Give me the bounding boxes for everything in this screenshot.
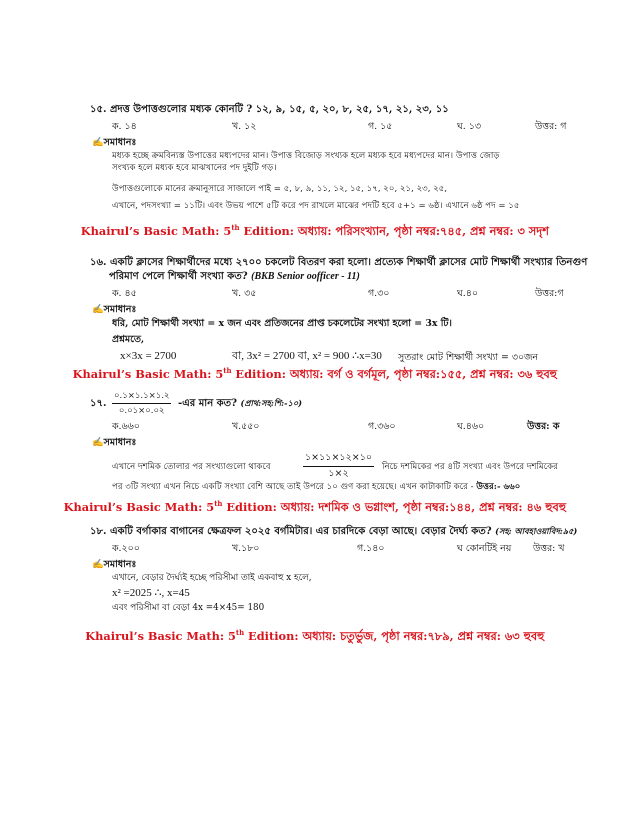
q17-source: (প্রাথ:সহ:শি:-১০) [240,398,303,408]
q17-answer: উত্তর: ক [527,421,560,432]
reference-detail: Edition: অধ্যায়: দশমিক ও ভগ্নাংশ, পৃষ্ঠা নম্বর:১৪৪, প্রশ্ন নম্বর: ৪৬ হুবহু [222,500,567,514]
q18-solution-line3: এবং পরিসীমা বা বেড়া 4x =4×45= 180 [112,603,265,613]
q15-solution-label: ✍সমাধানঃ [92,137,137,148]
reference-sup: th [223,366,232,376]
q16-solution-line2: প্রশ্নমতে, [112,334,145,345]
q17-fraction-denominator: ০.০১×০.০২ [118,406,165,416]
q17-number: ১৭. [90,398,107,409]
q16-solution-label: ✍সমাধানঃ [92,304,137,315]
q16-title-text: পরিমাণ পেলে শিক্ষার্থী সংখ্যা কত? [109,271,248,282]
q15-option-b: খ. ১২ [232,121,257,132]
reference-detail: Edition: অধ্যায়: চতুর্ভুজ, পৃষ্ঠা নম্বর:৭৮৯, প্রশ্ন নম্বর: ৬৩ হুবহু [244,629,545,643]
q15-solution-line: মধ্যক হচ্ছে ক্রমবিন্যস্ত উপাত্তের মধ্যপদের মান। উপাত্ত বিজোড় সংখ্যক হলে মধ্যক হবে মধ্যপদের মান। উপাত্ত জোড় [112,151,500,161]
q17-solution-answer: উত্তর:- ৬৬০ [476,482,521,492]
q16-option-a: ক. ৪৫ [112,288,137,299]
q16-source: (BKB Senior oofficer - 11) [251,271,360,282]
q16-title-line2 [109,271,360,282]
q15-reference [0,223,630,242]
q16-option-c: গ.৩০ [368,288,390,299]
reference-detail: Edition: অধ্যায়: পরিসংখ্যান, পৃষ্ঠা নম্বর:৭৪৫, প্রশ্ন নম্বর: ৩ সদৃশ [239,224,549,238]
reference-sup: th [231,223,240,233]
reference-sup: th [235,628,245,638]
q16-equation1: x×3x = 2700 [120,350,177,362]
q17-fraction-numerator: ০.১×১.১×১.২ [112,389,171,404]
q18-option-d: ঘ কোনটিই নয় [457,543,512,554]
q18-solution-line1: এখানে, বেড়ার দৈর্ঘ্যই হচ্ছে পরিসীমা তাই একবাহু x হলে, [112,573,312,583]
q16-answer: উত্তর:গ [535,288,564,299]
q15-option-a: ক. ১৪ [112,121,137,132]
q16-reference [0,366,630,385]
q15-option-c: গ. ১৫ [368,121,393,132]
q17-fraction [112,389,171,418]
q18-reference [0,628,630,647]
q17-option-a: ক.৬৬০ [112,421,140,432]
reference-book: Khairul’s Basic Math: 5 [72,367,224,381]
q15-solution-line: উপাত্তগুলোকে মানের ক্রমানুসারে সাজালে পাই = ৫, ৮, ৯, ১১, ১২, ১৫, ১৭, ২০, ২১, ২৩, ২৫, [112,184,448,194]
q17-solution-line1-pre: এখানে দশমিক তোলার পর সংখ্যাগুলো থাকবে [112,462,271,472]
q18-option-c: গ.১৪০ [357,543,385,554]
reference-book: Khairul’s Basic Math: 5 [63,500,215,514]
q17-reference [0,499,630,518]
q16-option-d: ঘ.৪০ [457,288,478,299]
q18-source: (সহ: আবহাওয়াবিদ:৯৫) [495,526,578,536]
q16-solution-line1: ধরি, মোট শিক্ষার্থী সংখ্যা = x জন এবং প্রতিজনের প্রাপ্ত চকলেটের সংখ্যা হলো = 3x টি। [112,318,452,329]
q15-solution-line: সংখ্যক হলে মধ্যক হবে মাঝখানের পদ দুইটি গড়। [112,163,277,173]
q17-solution-denominator: ১×২ [328,468,349,479]
q18-title [90,526,577,537]
q15-option-d: ঘ. ১৩ [457,121,481,132]
q16-equation2: বা, 3x² = 2700 বা, x² = 900 ∴x=30 [232,350,382,362]
reference-book: Khairul’s Basic Math: 5 [85,629,236,643]
q18-option-a: ক.২০০ [112,543,140,554]
reference-sup: th [214,499,223,509]
q17-solution-line2 [112,482,520,493]
q16-title-line1: ১৬. একটি ক্লাসের শিক্ষার্থীদের মধ্যে ২৭০০ চকলেট বিতরণ করা হলো। প্রত্যেক শিক্ষার্থী ক্লাসের মোট শিক্ষার্থী সংখ্যার তিনগুণ [90,257,588,268]
reference-detail: Edition: অধ্যায়: বর্গ ও বর্গমূল, পৃষ্ঠা নম্বর:১৫৫, প্রশ্ন নম্বর: ৩৬ হুবহু [231,367,558,381]
q15-title: ১৫. প্রদত্ত উপাত্তগুলোর মধ্যক কোনটি ? ১২, ৯, ১৫, ৫, ২০, ৮, ২৫, ১৭, ২১, ২৩, ১১ [90,104,449,115]
q18-solution-line2: x² =2025 ∴, x=45 [112,587,190,599]
q17-option-c: গ.৩৬০ [368,421,396,432]
q16-option-b: খ. ৩৫ [232,288,257,299]
q17-solution-label: ✍সমাধানঃ [92,437,137,448]
reference-book: Khairul’s Basic Math: 5 [80,224,232,238]
q17-title-text: -এর মান কত? [178,398,238,409]
q18-answer: উত্তর: খ [533,543,565,554]
q17-option-b: খ.৫৫০ [232,421,260,432]
q17-solution-line1-post: নিচে দশমিকের পর ৪টি সংখ্যা এবং উপরে দশমিকের [382,462,558,472]
q18-option-b: খ.১৮০ [232,543,260,554]
q17-title [178,398,302,409]
q17-solution-numerator: ১×১১×১২×১০ [303,451,374,467]
q18-title-text: ১৮. একটি বর্গাকার বাগানের ক্ষেত্রফল ২০২৫ বর্গমিটার। এর চারদিকে বেড়া আছে। বেড়ার দৈর্ঘ্য কত? [90,526,492,537]
q15-solution-line: এখানে, পদসংখ্যা = ১১টি। এবং উভয় পাশে ৫টি করে পদ রাখলে মাঝের পদটি হবে ৫+১ = ৬ষ্ঠ। এখানে ৬ষ্ঠ পদ = ১৫ [112,201,520,211]
q17-solution-line2-text: পর ৩টি সংখ্যা এখন নিচে একটি সংখ্যা বেশি আছে তাই উপরে ১০ গুণ করা হয়েছে। এখন কাটাকাটি করে - [112,482,474,492]
q15-answer: উত্তর: গ [535,121,567,132]
q16-equation3: সুতরাং মোট শিক্ষার্থী সংখ্যা = ৩০জন [398,352,539,363]
q17-option-d: ঘ.৪৬০ [457,421,485,432]
q17-solution-fraction [303,451,374,482]
q18-solution-label: ✍সমাধানঃ [92,559,137,570]
